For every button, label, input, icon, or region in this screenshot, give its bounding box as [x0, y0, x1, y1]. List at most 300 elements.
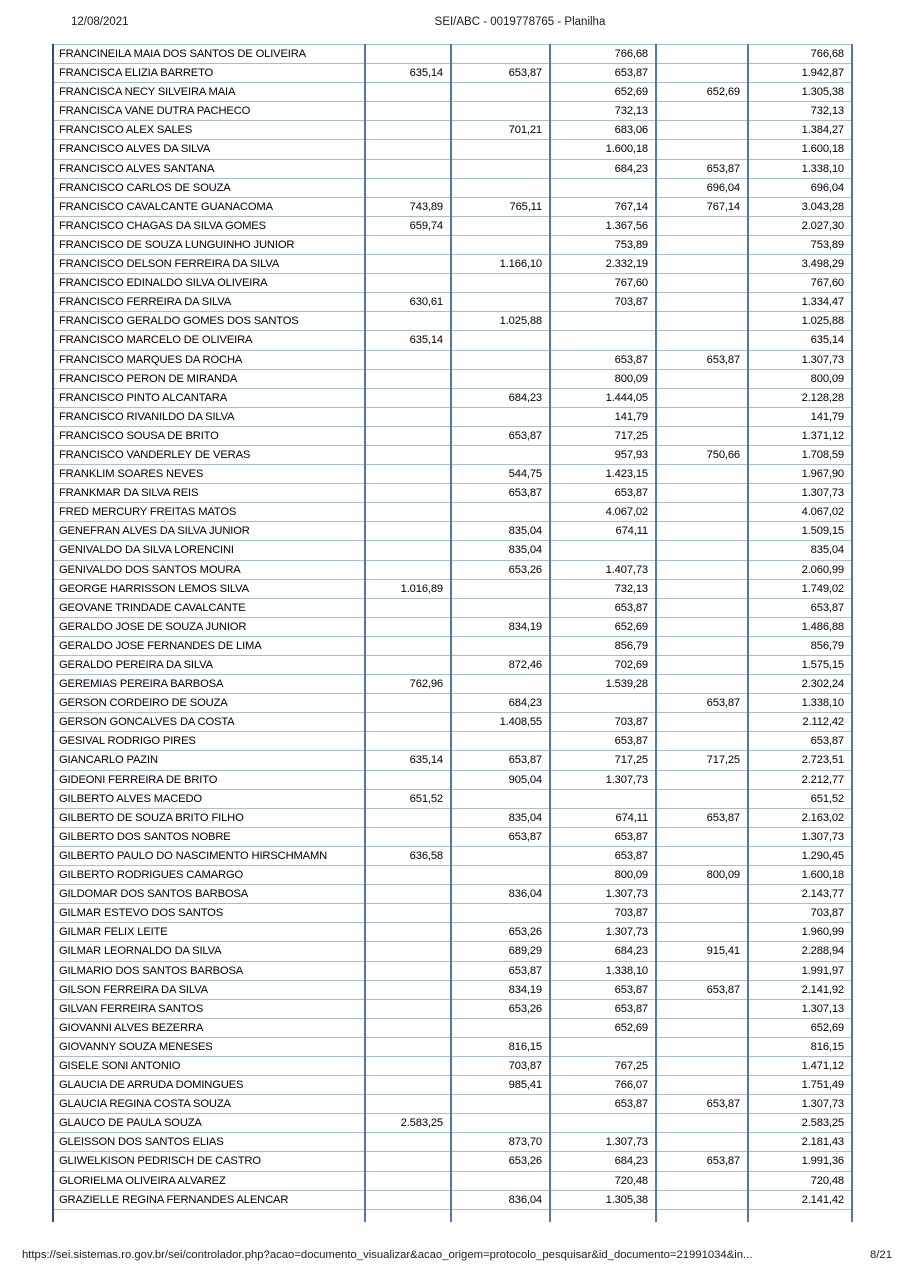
value-col-1: [365, 980, 451, 999]
employee-name: GLAUCIA DE ARRUDA DOMINGUES: [53, 1076, 365, 1095]
value-col-3: 1.444,05: [550, 388, 656, 407]
table-row: [53, 808, 852, 827]
table-row: [53, 216, 852, 235]
value-col-4: [656, 713, 748, 732]
value-col-3: 766,07: [550, 1076, 656, 1095]
value-total: 2.141,42: [748, 1190, 852, 1209]
employee-name: GERALDO JOSE FERNANDES DE LIMA: [53, 636, 365, 655]
employee-name: GILMAR LEORNALDO DA SILVA: [53, 942, 365, 961]
value-col-3: 652,69: [550, 617, 656, 636]
value-col-2: 816,15: [451, 1037, 550, 1056]
employee-name: FRANCISCO ALVES SANTANA: [53, 159, 365, 178]
value-col-2: 834,19: [451, 980, 550, 999]
table-row: [53, 713, 852, 732]
table-row: [53, 102, 852, 121]
value-col-2: 765,11: [451, 197, 550, 216]
table-row: [53, 751, 852, 770]
value-col-3: 703,87: [550, 713, 656, 732]
value-col-2: [451, 83, 550, 102]
value-col-4: 915,41: [656, 942, 748, 961]
table-row: [53, 159, 852, 178]
value-col-3: 717,25: [550, 426, 656, 445]
value-col-3: 856,79: [550, 636, 656, 655]
value-col-4: [656, 369, 748, 388]
table-row: [53, 445, 852, 464]
value-total: 2.060,99: [748, 560, 852, 579]
employee-name: FRANCISCO ALEX SALES: [53, 121, 365, 140]
value-col-2: [451, 445, 550, 464]
value-col-1: [365, 961, 451, 980]
value-col-3: 674,11: [550, 522, 656, 541]
value-col-1: [365, 1056, 451, 1075]
table-row: [53, 465, 852, 484]
value-total: 1.290,45: [748, 846, 852, 865]
employee-name: FRANCINEILA MAIA DOS SANTOS DE OLIVEIRA: [53, 45, 365, 64]
value-col-1: [365, 636, 451, 655]
value-col-2: [451, 789, 550, 808]
value-col-3: 653,87: [550, 64, 656, 83]
employee-name: GEOVANE TRINDADE CAVALCANTE: [53, 598, 365, 617]
value-col-1: 635,14: [365, 331, 451, 350]
value-col-4: [656, 45, 748, 64]
value-col-1: [365, 1190, 451, 1209]
value-col-3: 1.307,73: [550, 770, 656, 789]
employee-name: GILSON FERREIRA DA SILVA: [53, 980, 365, 999]
value-col-3: 1.539,28: [550, 675, 656, 694]
value-col-2: 985,41: [451, 1076, 550, 1095]
value-col-2: 544,75: [451, 465, 550, 484]
value-col-4: 750,66: [656, 445, 748, 464]
value-col-4: 800,09: [656, 866, 748, 885]
value-col-1: 659,74: [365, 216, 451, 235]
value-col-2: 835,04: [451, 522, 550, 541]
employee-name: FRANCISCO PINTO ALCANTARA: [53, 388, 365, 407]
value-col-4: [656, 1209, 748, 1222]
table-row: [53, 636, 852, 655]
value-col-4: [656, 770, 748, 789]
value-total: 1.307,73: [748, 484, 852, 503]
value-col-4: [656, 579, 748, 598]
value-col-1: [365, 923, 451, 942]
table-row: [53, 1114, 852, 1133]
table-row: [53, 694, 852, 713]
value-col-2: 653,26: [451, 1152, 550, 1171]
value-col-2: 653,87: [451, 426, 550, 445]
value-total: 2.128,28: [748, 388, 852, 407]
value-total: 2.163,02: [748, 808, 852, 827]
page-number: 8/21: [870, 1249, 892, 1261]
table-row: [53, 923, 852, 942]
value-col-3: 1.305,38: [550, 1190, 656, 1209]
employee-name: GERALDO PEREIRA DA SILVA: [53, 656, 365, 675]
value-col-1: [365, 102, 451, 121]
value-total: 1.307,73: [748, 350, 852, 369]
value-total: 3.043,28: [748, 197, 852, 216]
employee-name: GIOVANNI ALVES BEZERRA: [53, 1018, 365, 1037]
employee-name: FRANCISCO PERON DE MIRANDA: [53, 369, 365, 388]
value-col-1: 630,61: [365, 293, 451, 312]
value-total: 1.371,12: [748, 426, 852, 445]
value-col-4: [656, 1190, 748, 1209]
value-col-3: 674,11: [550, 808, 656, 827]
value-col-1: [365, 1037, 451, 1056]
value-col-2: 1.025,88: [451, 312, 550, 331]
value-col-4: [656, 1114, 748, 1133]
value-col-2: [451, 1171, 550, 1190]
employee-name: GLIWELKISON PEDRISCH DE CASTRO: [53, 1152, 365, 1171]
value-col-1: [365, 713, 451, 732]
value-col-2: [451, 866, 550, 885]
value-col-2: 1.408,55: [451, 713, 550, 732]
value-col-2: [451, 235, 550, 254]
value-total: 1.575,15: [748, 656, 852, 675]
employee-name: FRANCISCO GERALDO GOMES DOS SANTOS: [53, 312, 365, 331]
value-col-2: [451, 732, 550, 751]
table-row: [53, 293, 852, 312]
value-col-3: 652,69: [550, 1018, 656, 1037]
value-col-4: [656, 522, 748, 541]
value-total: 2.112,42: [748, 713, 852, 732]
value-col-3: 653,87: [550, 732, 656, 751]
employee-name: GILMAR FELIX LEITE: [53, 923, 365, 942]
value-col-3: [550, 541, 656, 560]
value-col-2: 653,87: [451, 484, 550, 503]
value-col-3: 753,89: [550, 235, 656, 254]
value-col-3: 1.600,18: [550, 140, 656, 159]
employee-name: FRANCISCO DELSON FERREIRA DA SILVA: [53, 255, 365, 274]
value-col-2: [451, 293, 550, 312]
value-col-1: [365, 350, 451, 369]
value-col-1: [365, 560, 451, 579]
value-col-1: [365, 445, 451, 464]
value-col-4: [656, 1076, 748, 1095]
employee-name: GENIVALDO DOS SANTOS MOURA: [53, 560, 365, 579]
value-col-1: [365, 159, 451, 178]
table-row: [53, 541, 852, 560]
value-total: 1.751,49: [748, 1076, 852, 1095]
value-col-2: 905,04: [451, 770, 550, 789]
value-col-3: 767,25: [550, 1056, 656, 1075]
value-col-4: 653,87: [656, 1152, 748, 1171]
value-col-2: [451, 904, 550, 923]
value-col-3: 2.332,19: [550, 255, 656, 274]
value-col-3: 766,68: [550, 45, 656, 64]
value-col-3: 732,13: [550, 102, 656, 121]
value-total: 2.181,43: [748, 1133, 852, 1152]
value-col-1: [365, 1018, 451, 1037]
value-col-2: [451, 1018, 550, 1037]
value-col-2: 684,23: [451, 388, 550, 407]
employee-name: FRANCISCO FERREIRA DA SILVA: [53, 293, 365, 312]
value-col-3: 1.423,15: [550, 465, 656, 484]
value-total: 1.600,18: [748, 140, 852, 159]
value-col-3: 1.367,56: [550, 216, 656, 235]
value-total: 1.334,47: [748, 293, 852, 312]
employee-name: GIDEONI FERREIRA DE BRITO: [53, 770, 365, 789]
value-col-1: [365, 274, 451, 293]
table-row: [53, 140, 852, 159]
value-total: 1.338,10: [748, 159, 852, 178]
employee-name: FRANCISCO DE SOUZA LUNGUINHO JUNIOR: [53, 235, 365, 254]
value-total: 1.471,12: [748, 1056, 852, 1075]
value-col-1: [365, 885, 451, 904]
employee-name: GILMARIO DOS SANTOS BARBOSA: [53, 961, 365, 980]
value-total: 703,87: [748, 904, 852, 923]
value-col-3: 684,23: [550, 159, 656, 178]
value-col-1: 635,14: [365, 64, 451, 83]
table-row: [53, 255, 852, 274]
value-col-1: [365, 312, 451, 331]
value-total: 2.302,24: [748, 675, 852, 694]
table-row-cutoff: [53, 1209, 852, 1222]
employee-name: FRANCISCO MARQUES DA ROCHA: [53, 350, 365, 369]
table-row: [53, 407, 852, 426]
value-total: 2.212,77: [748, 770, 852, 789]
value-col-1: [365, 522, 451, 541]
value-col-3: [550, 1114, 656, 1133]
value-col-3: 684,23: [550, 942, 656, 961]
table-row: [53, 904, 852, 923]
value-col-4: [656, 1171, 748, 1190]
value-col-1: [365, 732, 451, 751]
value-col-4: [656, 216, 748, 235]
value-col-4: [656, 904, 748, 923]
value-total: 2.583,25: [748, 1114, 852, 1133]
value-col-3: [550, 694, 656, 713]
value-col-3: [550, 1037, 656, 1056]
table-row: [53, 1095, 852, 1114]
value-col-2: [451, 369, 550, 388]
value-col-4: [656, 312, 748, 331]
value-col-2: [451, 274, 550, 293]
employee-name: GIANCARLO PAZIN: [53, 751, 365, 770]
table-row: [53, 1190, 852, 1209]
value-col-4: [656, 426, 748, 445]
value-col-1: [365, 503, 451, 522]
print-footer-url: https://sei.sistemas.ro.gov.br/sei/controlador.php?acao=documento_visualizar&acao_origem=protocolo_pesquisar&id_documento=21991034&in...: [22, 1249, 753, 1261]
value-col-4: [656, 235, 748, 254]
employee-name: GILBERTO DOS SANTOS NOBRE: [53, 827, 365, 846]
value-col-3: [550, 331, 656, 350]
table-row: [53, 312, 852, 331]
value-total: 2.288,94: [748, 942, 852, 961]
value-col-3: [550, 178, 656, 197]
table-row: [53, 1018, 852, 1037]
value-col-4: 653,87: [656, 808, 748, 827]
employee-name: GLAUCO DE PAULA SOUZA: [53, 1114, 365, 1133]
table-row: [53, 1056, 852, 1075]
document-title: SEI/ABC - 0019778765 - Planilha: [434, 16, 606, 28]
table-row: [53, 560, 852, 579]
employee-name: GERALDO JOSE DE SOUZA JUNIOR: [53, 617, 365, 636]
employee-name: GLAUCIA REGINA COSTA SOUZA: [53, 1095, 365, 1114]
value-total: 1.749,02: [748, 579, 852, 598]
value-col-4: [656, 846, 748, 865]
value-col-4: [656, 885, 748, 904]
employee-name: FRANCISCO SOUSA DE BRITO: [53, 426, 365, 445]
value-col-4: [656, 503, 748, 522]
value-col-1: [365, 904, 451, 923]
value-total: 1.991,36: [748, 1152, 852, 1171]
value-col-4: [656, 598, 748, 617]
value-total: 141,79: [748, 407, 852, 426]
value-col-4: [656, 255, 748, 274]
table-row: [53, 598, 852, 617]
value-col-2: [451, 579, 550, 598]
value-col-2: [451, 407, 550, 426]
table-row: [53, 675, 852, 694]
value-col-3: 1.338,10: [550, 961, 656, 980]
table-row: [53, 846, 852, 865]
value-col-4: [656, 1056, 748, 1075]
value-col-3: 1.407,73: [550, 560, 656, 579]
table-row: [53, 197, 852, 216]
value-col-4: [656, 102, 748, 121]
table-row: [53, 274, 852, 293]
table-row: [53, 999, 852, 1018]
table-row: [53, 388, 852, 407]
value-total: [748, 1209, 852, 1222]
employee-name: GESIVAL RODRIGO PIRES: [53, 732, 365, 751]
value-col-1: [365, 598, 451, 617]
employee-name: FRANKMAR DA SILVA REIS: [53, 484, 365, 503]
value-col-4: [656, 388, 748, 407]
value-total: 635,14: [748, 331, 852, 350]
value-total: 835,04: [748, 541, 852, 560]
value-col-1: [365, 770, 451, 789]
value-col-4: [656, 999, 748, 1018]
value-col-1: [365, 694, 451, 713]
table-row: [53, 64, 852, 83]
table-row: [53, 827, 852, 846]
value-col-4: 653,87: [656, 694, 748, 713]
value-col-1: [365, 465, 451, 484]
value-col-1: [365, 407, 451, 426]
employee-name: GILDOMAR DOS SANTOS BARBOSA: [53, 885, 365, 904]
value-total: 1.338,10: [748, 694, 852, 713]
value-col-2: [451, 45, 550, 64]
table-row: [53, 350, 852, 369]
value-total: 1.307,13: [748, 999, 852, 1018]
value-col-2: [451, 159, 550, 178]
value-col-1: [365, 541, 451, 560]
value-col-4: [656, 140, 748, 159]
value-col-2: [451, 1209, 550, 1222]
value-col-2: 835,04: [451, 808, 550, 827]
value-total: 2.143,77: [748, 885, 852, 904]
value-col-1: 1.016,89: [365, 579, 451, 598]
value-col-3: 703,87: [550, 904, 656, 923]
value-col-1: [365, 178, 451, 197]
value-total: 753,89: [748, 235, 852, 254]
value-col-4: 653,87: [656, 159, 748, 178]
value-col-2: [451, 1114, 550, 1133]
value-col-3: 732,13: [550, 579, 656, 598]
value-total: 800,09: [748, 369, 852, 388]
value-col-1: [365, 1171, 451, 1190]
table-row: [53, 656, 852, 675]
value-col-2: [451, 178, 550, 197]
value-col-3: 1.307,73: [550, 1133, 656, 1152]
value-col-2: 689,29: [451, 942, 550, 961]
value-total: 2.141,92: [748, 980, 852, 999]
employee-name: FRED MERCURY FREITAS MATOS: [53, 503, 365, 522]
value-col-2: 653,87: [451, 961, 550, 980]
value-col-4: [656, 636, 748, 655]
value-col-2: 835,04: [451, 541, 550, 560]
value-col-3: 653,87: [550, 350, 656, 369]
value-col-1: 635,14: [365, 751, 451, 770]
value-col-3: 653,87: [550, 1095, 656, 1114]
value-col-2: 836,04: [451, 1190, 550, 1209]
employee-name: GISELE SONI ANTONIO: [53, 1056, 365, 1075]
value-col-4: [656, 331, 748, 350]
value-total: 1.305,38: [748, 83, 852, 102]
table-row: [53, 1133, 852, 1152]
value-total: 816,15: [748, 1037, 852, 1056]
spreadsheet-table: [52, 44, 853, 1222]
value-total: 1.967,90: [748, 465, 852, 484]
value-total: 3.498,29: [748, 255, 852, 274]
table-row: [53, 484, 852, 503]
table-row: [53, 866, 852, 885]
value-col-4: 767,14: [656, 197, 748, 216]
table-row: [53, 885, 852, 904]
employee-name: GENEFRAN ALVES DA SILVA JUNIOR: [53, 522, 365, 541]
value-col-3: 717,25: [550, 751, 656, 770]
value-col-4: [656, 1133, 748, 1152]
value-col-2: [451, 102, 550, 121]
value-col-2: 703,87: [451, 1056, 550, 1075]
employee-name: GILBERTO PAULO DO NASCIMENTO HIRSCHMAMN: [53, 846, 365, 865]
table-row: [53, 503, 852, 522]
employee-name: GILBERTO ALVES MACEDO: [53, 789, 365, 808]
value-col-4: 653,87: [656, 1095, 748, 1114]
value-col-1: [365, 999, 451, 1018]
table-row: [53, 1076, 852, 1095]
table-row: [53, 732, 852, 751]
value-total: 1.708,59: [748, 445, 852, 464]
value-col-3: 767,14: [550, 197, 656, 216]
value-col-3: 683,06: [550, 121, 656, 140]
value-total: 653,87: [748, 598, 852, 617]
value-col-3: 652,69: [550, 83, 656, 102]
value-col-4: [656, 1018, 748, 1037]
value-col-4: [656, 827, 748, 846]
value-col-1: [365, 808, 451, 827]
value-col-3: 653,87: [550, 846, 656, 865]
employee-name: FRANCISCA NECY SILVEIRA MAIA: [53, 83, 365, 102]
value-col-4: [656, 484, 748, 503]
table-row: [53, 770, 852, 789]
table-row: [53, 579, 852, 598]
value-col-3: 767,60: [550, 274, 656, 293]
value-col-4: [656, 465, 748, 484]
value-col-2: 1.166,10: [451, 255, 550, 274]
value-col-2: 653,26: [451, 999, 550, 1018]
value-col-1: [365, 426, 451, 445]
table-row: [53, 121, 852, 140]
value-col-4: [656, 1037, 748, 1056]
value-total: 4.067,02: [748, 503, 852, 522]
employee-name: [53, 1209, 365, 1222]
value-col-2: 873,70: [451, 1133, 550, 1152]
value-col-4: [656, 617, 748, 636]
value-col-4: [656, 274, 748, 293]
employee-name: FRANCISCO EDINALDO SILVA OLIVEIRA: [53, 274, 365, 293]
value-col-1: [365, 617, 451, 636]
table-row: [53, 942, 852, 961]
